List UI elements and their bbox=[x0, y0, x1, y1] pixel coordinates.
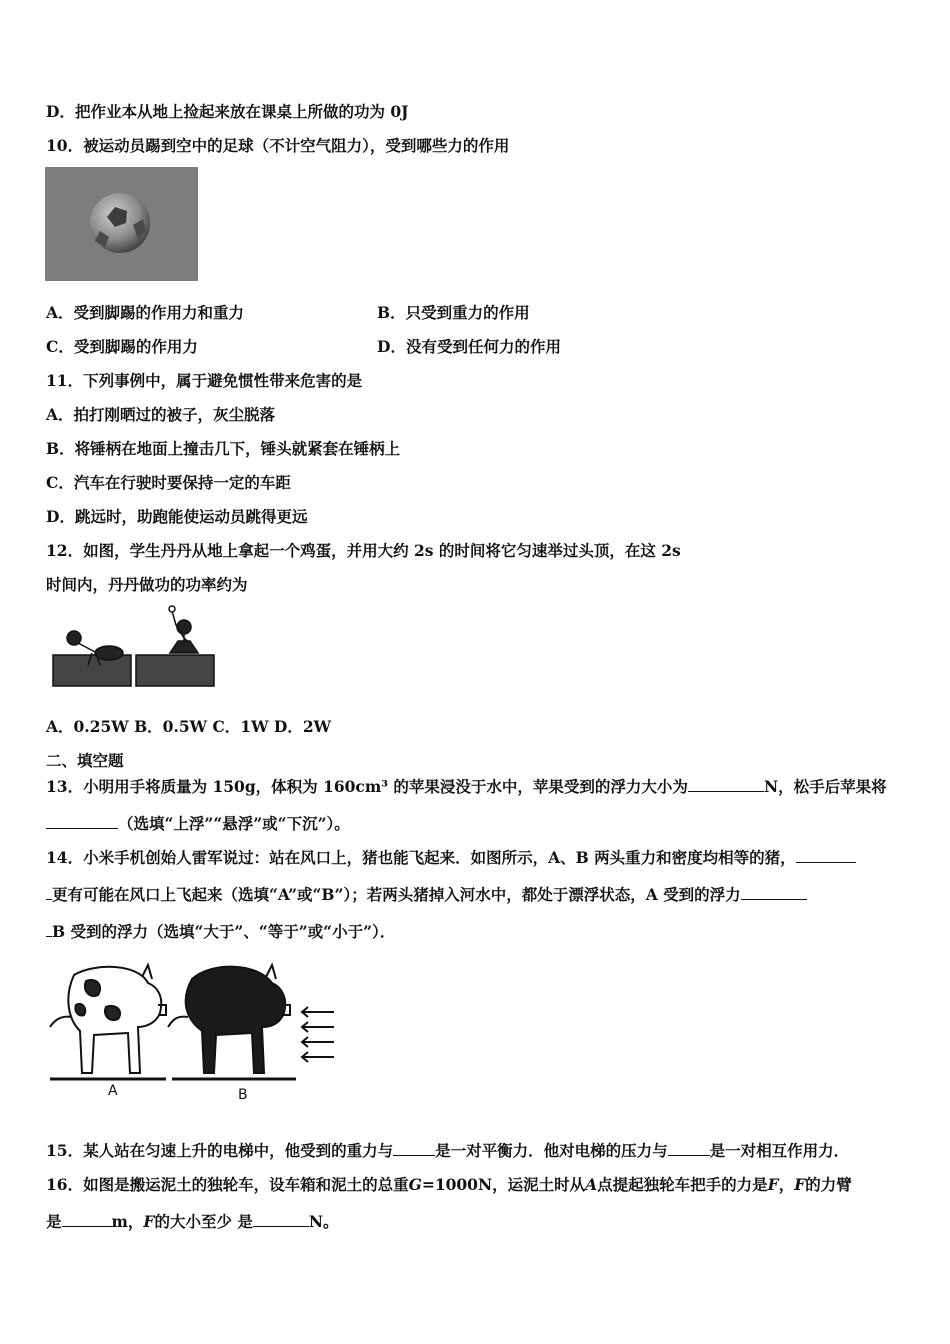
q13-blank-2[interactable] bbox=[46, 814, 118, 829]
q10-option-b: B．只受到重力的作用 bbox=[377, 303, 530, 322]
q12-stem-line2: 时间内，丹丹做功的功率约为 bbox=[46, 575, 248, 594]
q11-option-b: B．将锤柄在地面上撞击几下，锤头就紧套在锤柄上 bbox=[46, 439, 401, 458]
q10-option-c: C．受到脚踢的作用力 bbox=[46, 337, 198, 356]
q14-blank-1[interactable] bbox=[796, 848, 856, 863]
q13-text-c: （选填“上浮”“悬浮”或“下沉”）。 bbox=[118, 814, 350, 833]
q11-option-a: A．拍打刚晒过的被子，灰尘脱落 bbox=[46, 405, 276, 424]
q16-text-f: 是 bbox=[46, 1212, 62, 1231]
q15-blank-2[interactable] bbox=[668, 1141, 710, 1156]
q10-stem: 10．被运动员踢到空中的足球（不计空气阻力），受到哪些力的作用 bbox=[46, 136, 510, 155]
q13-line1 bbox=[46, 777, 887, 797]
football-image bbox=[45, 167, 198, 281]
q13-text-a: 13．小明用手将质量为 150g，体积为 160cm³ 的苹果浸没于水中，苹果受到的浮力大小为 bbox=[46, 777, 688, 796]
q16-var-g: G bbox=[408, 1175, 422, 1194]
pigs-figure bbox=[46, 957, 346, 1105]
q16-blank-1[interactable] bbox=[62, 1212, 112, 1227]
q10-option-a: A．受到脚踢的作用力和重力 bbox=[46, 303, 245, 322]
q16-var-f3: F bbox=[143, 1212, 155, 1231]
q13-text-b: N，松手后苹果将 bbox=[763, 777, 887, 796]
q16-var-a: A bbox=[585, 1175, 598, 1194]
q12-stem-line1: 12．如图，学生丹丹从地上拿起一个鸡蛋，并用大约 2s 的时间将它匀速举过头顶，在这 2s bbox=[46, 541, 681, 560]
q14-blank-2[interactable] bbox=[741, 885, 807, 900]
q15-line bbox=[46, 1141, 849, 1161]
q16-blank-2[interactable] bbox=[253, 1212, 309, 1227]
q16-var-f2: F bbox=[794, 1175, 806, 1194]
q16-text-b: =1000N，运泥土时从 bbox=[421, 1175, 586, 1194]
q9-option-d: D．把作业本从地上捡起来放在课桌上所做的功为 0J bbox=[46, 102, 409, 121]
pig-b-label: B bbox=[238, 1087, 248, 1103]
q14-line3 bbox=[46, 922, 395, 942]
q11-option-c: C．汽车在行驶时要保持一定的车距 bbox=[46, 473, 291, 492]
q16-text-a: 16．如图是搬运泥土的独轮车，设车箱和泥土的总重 bbox=[46, 1175, 409, 1194]
q15-text-a: 15．某人站在匀速上升的电梯中，他受到的重力与 bbox=[46, 1141, 394, 1160]
q13-blank-1[interactable] bbox=[688, 777, 764, 792]
q16-text-c: 点提起独轮车把手的力是 bbox=[597, 1175, 768, 1194]
q16-text-e: 的力臂 bbox=[805, 1175, 852, 1194]
q16-text-d: ， bbox=[778, 1175, 795, 1194]
q16-line2 bbox=[46, 1212, 339, 1232]
q10-option-d: D．没有受到任何力的作用 bbox=[377, 337, 561, 356]
q16-text-i: N。 bbox=[308, 1212, 339, 1231]
q12-options: A．0.25W B．0.5W C．1W D．2W bbox=[46, 717, 332, 736]
q16-line1 bbox=[46, 1175, 852, 1195]
q16-var-f: F bbox=[767, 1175, 779, 1194]
q11-option-d: D．跳远时，助跑能使运动员跳得更远 bbox=[46, 507, 308, 526]
q11-stem: 11．下列事例中，属于避免惯性带来危害的是 bbox=[46, 371, 363, 390]
q14-text-b: 更有可能在风口上飞起来（选填“A”或“B”）；若两头猪掉入河水中，都处于漂浮状态，A 受到的浮力 bbox=[52, 885, 741, 904]
q16-text-h: 的大小至少 是 bbox=[154, 1212, 253, 1231]
section-title: 二、填空题 bbox=[46, 751, 124, 770]
q14-text-a: 14．小米手机创始人雷军说过：站在风口上，猪也能飞起来．如图所示，A、B 两头重力和密度均相等的猪， bbox=[46, 848, 796, 867]
q15-blank-1[interactable] bbox=[393, 1141, 435, 1156]
q16-text-g: m， bbox=[111, 1212, 144, 1231]
q14-line2 bbox=[46, 885, 807, 905]
q14-line1 bbox=[46, 848, 856, 868]
q15-text-c: 是一对相互作用力． bbox=[709, 1141, 850, 1160]
q15-text-b: 是一对平衡力．他对电梯的压力与 bbox=[435, 1141, 668, 1160]
pig-a-label: A bbox=[108, 1083, 118, 1099]
q14-text-c: B 受到的浮力（选填“大于”、“等于”或“小于”）． bbox=[52, 922, 396, 941]
q13-line2 bbox=[46, 814, 350, 834]
egg-lifting-figure bbox=[52, 605, 215, 687]
